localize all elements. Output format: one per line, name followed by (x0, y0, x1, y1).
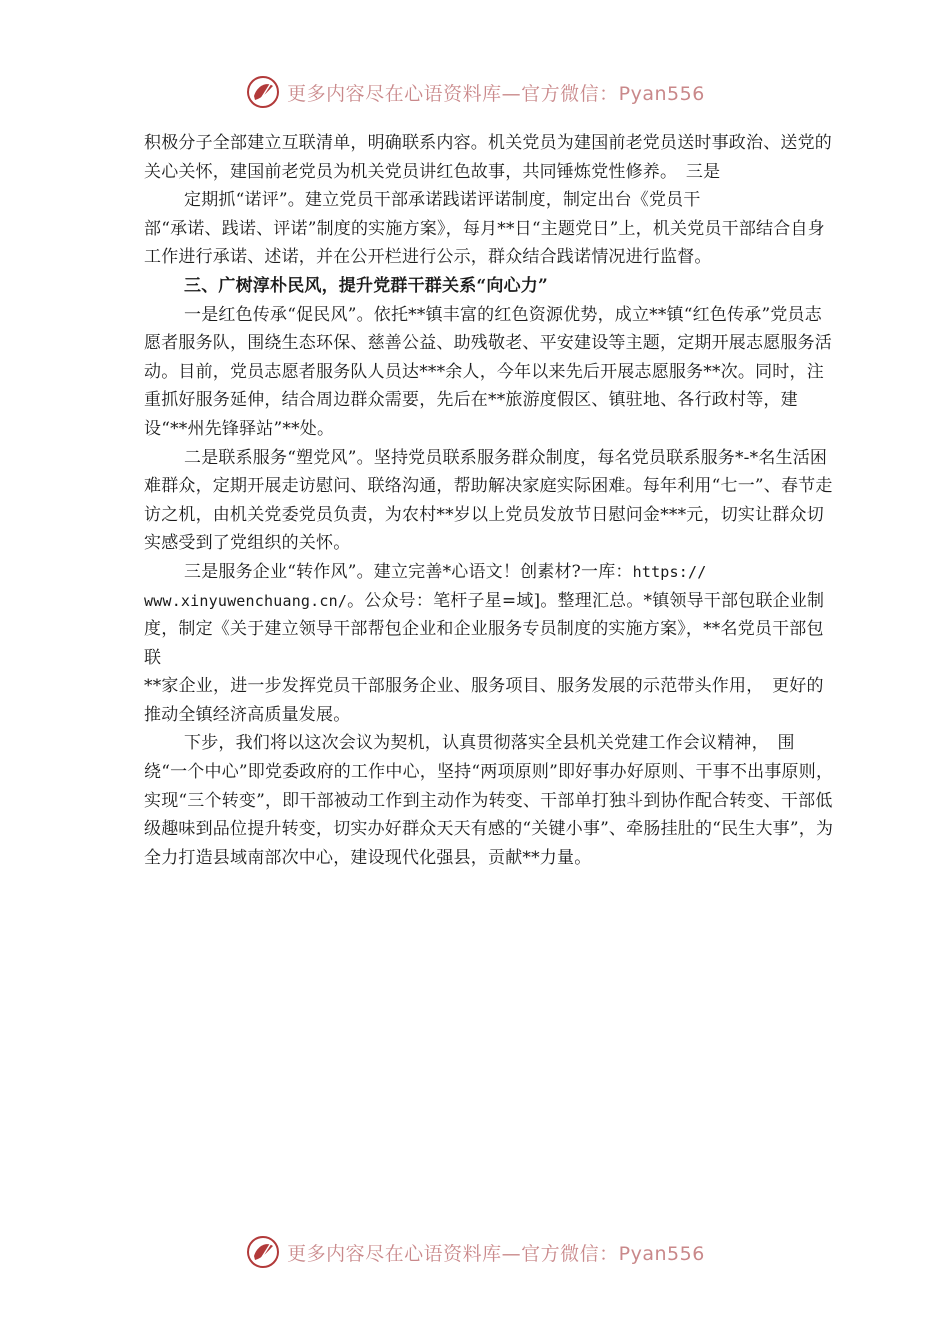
paragraph: 定期抓“诺评”。建立党员干部承诺践诺评诺制度，制定出台《党员干 (184, 190, 701, 211)
url-text: https:// (632, 562, 707, 581)
paragraph: 积极分子全部建立互联清单，明确联系内容。机关党员为建国前老党员送时事政治、送党的关心关怀，建国前老党员为机关党员讲红色故事，共同锤炼党性修养。 三是 (144, 133, 832, 182)
header-banner (0, 72, 950, 112)
banner-text: 更多内容尽在心语资料库—官方微信：Pyan556 (287, 1242, 705, 1265)
paragraph-text: 。公众号：笔杆子星=域]。整理汇总。*镇领导干部包联企业制度，制定《关于建立领导干部帮包企业和企业服务专员制度的实施方案》，**名党员干部包联 (144, 590, 825, 668)
paragraph-text: 三是服务企业“转作风”。建立完善*心语文！创素材?一库： (184, 561, 633, 582)
banner-text: 更多内容尽在心语资料库—官方微信：Pyan556 (287, 82, 705, 105)
paragraph: 二是联系服务“塑党风”。坚持党员联系服务群众制度，每名党员联系服务*-*名生活困难群众，定期开展走访慰问、联络沟通，帮助解决家庭实际困难。每年利用“七一”、春节走访之机，由机关党委党员负责，为农村**岁以上党员发放节日慰问金***元，切实让群众切实感受到了党组织的关怀。 (144, 447, 833, 554)
footer-banner (0, 1232, 950, 1272)
url-text: www.xinyuwenchuang.cn/ (144, 591, 348, 610)
paragraph: 一是红色传承“促民风”。依托**镇丰富的红色资源优势，成立**镇“红色传承”党员志愿者服务队，围绕生态环保、慈善公益、助残敬老、平安建设等主题，定期开展志愿服务活动。目前，党员志愿者服务队人员达***余人，今年以来先后开展志愿服务**次。同时，注重抓好服务延伸，结合周边群众需要，先后在**旅游度假区、镇驻地、各行政村等，建设“**州先锋驿站”**处。 (144, 304, 832, 439)
section-heading: 三、广树淳朴民风，提升党群干群关系“向心力” (184, 275, 548, 296)
logo-icon (245, 1234, 281, 1270)
paragraph: **家企业，进一步发挥党员干部服务企业、服务项目、服务发展的示范带头作用， 更好的推动全镇经济高质量发展。 (144, 676, 824, 725)
paragraph: 部“承诺、践诺、评诺”制度的实施方案》，每月**日“主题党日”上，机关党员干部结合自身工作进行承诺、述诺，并在公开栏进行公示，群众结合践诺情况进行监督。 (144, 218, 825, 268)
paragraph: 下步，我们将以这次会议为契机，认真贯彻落实全县机关党建工作会议精神， 围绕“一个中心”即党委政府的工作中心，坚持“两项原则”即好事办好原则、干事不出事原则，实现“三个转变”，即干部被动工作到主动作为转变、干部单打独斗到协作配合转变、干部低级趣味到品位提升转变，切实办好群众天天有感的“关键小事”、牵肠挂肚的“民生大事”，为全力打造县域南部次中心，建设现代化强县，贡献**力量。 (144, 733, 834, 868)
paragraph (144, 558, 834, 672)
document-body (144, 129, 834, 872)
logo-icon (245, 74, 281, 110)
